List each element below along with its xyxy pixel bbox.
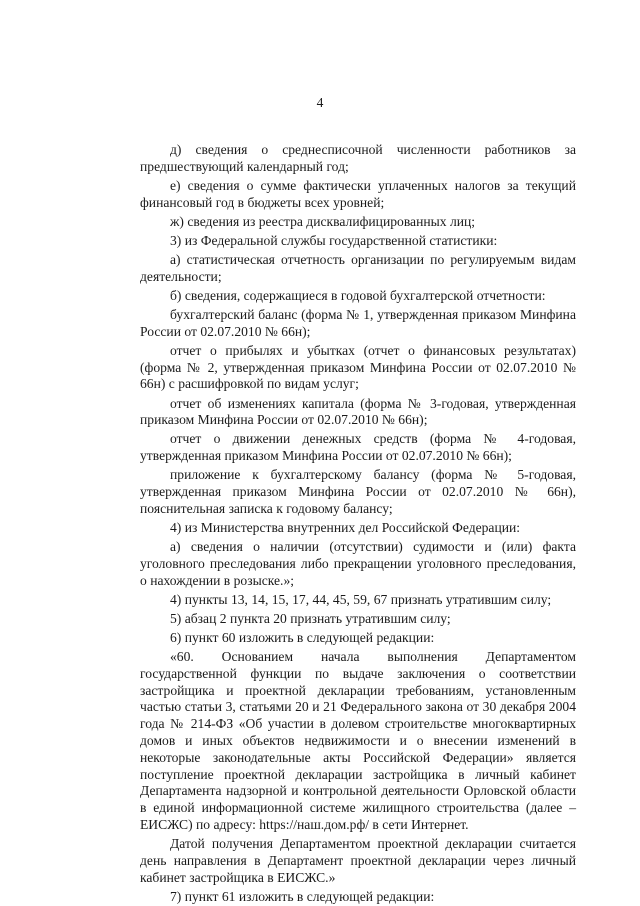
paragraph: 5) абзац 2 пункта 20 признать утратившим силу; bbox=[170, 610, 451, 626]
paragraph: а) статистическая отчетность организации по регулируемым видам деятельности; bbox=[140, 251, 576, 284]
paragraph: 3) из Федеральной службы государственной статистики: bbox=[170, 232, 498, 248]
paragraph: ж) сведения из реестра дисквалифицированных лиц; bbox=[170, 213, 476, 229]
page-number: 4 bbox=[316, 95, 324, 110]
paragraph: бухгалтерский баланс (форма № 1, утвержденная приказом Минфина России от 02.07.2010 № 66н); bbox=[140, 306, 576, 339]
document-body bbox=[140, 142, 576, 906]
paragraph: б) сведения, содержащиеся в годовой бухгалтерской отчетности: bbox=[170, 287, 546, 303]
paragraph: 6) пункт 60 изложить в следующей редакции: bbox=[170, 629, 435, 645]
paragraph: «60. Основанием начала выполнения Департаментом государственной функции по выдаче заключения о соответствии застройщика и проектной декларации требованиям, установленным частью статьи 3, статьями 20 и 21 Федерального закона от 30 декабря 2004 года № 214-ФЗ «Об участии в долевом строительстве многоквартирных домов и иных объектов недвижимости и о внесении изменений в некоторые законодательные акты Российской Федерации» является поступление проектной декларации застройщика в личный кабинет Департамента надзорной и контрольной деятельности Орловской области в единой информационной системе жилищного строительства (далее – ЕИСЖС) по адресу: https://наш.дом.рф/ в сети Интернет. bbox=[140, 649, 576, 833]
paragraph: 4) из Министерства внутренних дел Российской Федерации: bbox=[170, 520, 521, 535]
paragraph: отчет о прибылях и убытках (отчет о финансовых результатах) (форма № 2, утвержденная приказом Минфина России от 02.07.2010 № 66н) с расшифровкой по видам услуг; bbox=[140, 342, 576, 392]
paragraph: отчет об изменениях капитала (форма № 3-годовая, утвержденная приказом Минфина России от 02.07.2010 № 66н); bbox=[140, 395, 576, 428]
paragraph: Датой получения Департаментом проектной декларации считается день направления в Департамент проектной декларации через личный кабинет застройщика в ЕИСЖС.» bbox=[140, 836, 576, 885]
paragraph: приложение к бухгалтерскому балансу (форма № 5-годовая, утвержденная приказом Минфина России от 02.07.2010 № 66н), пояснительная записка к годовому балансу; bbox=[140, 467, 576, 516]
paragraph: е) сведения о сумме фактически уплаченных налогов за текущий финансовый год в бюджеты всех уровней; bbox=[140, 177, 576, 210]
paragraph: д) сведения о среднесписочной численности работников за предшествующий календарный год; bbox=[140, 142, 576, 174]
paragraph: отчет о движении денежных средств (форма № 4-годовая, утвержденная приказом Минфина России от 02.07.2010 № 66н); bbox=[140, 431, 576, 464]
paragraph: 7) пункт 61 изложить в следующей редакции: bbox=[170, 888, 435, 904]
paragraph: 4) пункты 13, 14, 15, 17, 44, 45, 59, 67 признать утратившим силу; bbox=[170, 591, 552, 607]
paragraph: а) сведения о наличии (отсутствии) судимости и (или) факта уголовного преследования либо прекращении уголовного преследования, о нахождении в розыске.»; bbox=[140, 539, 576, 588]
